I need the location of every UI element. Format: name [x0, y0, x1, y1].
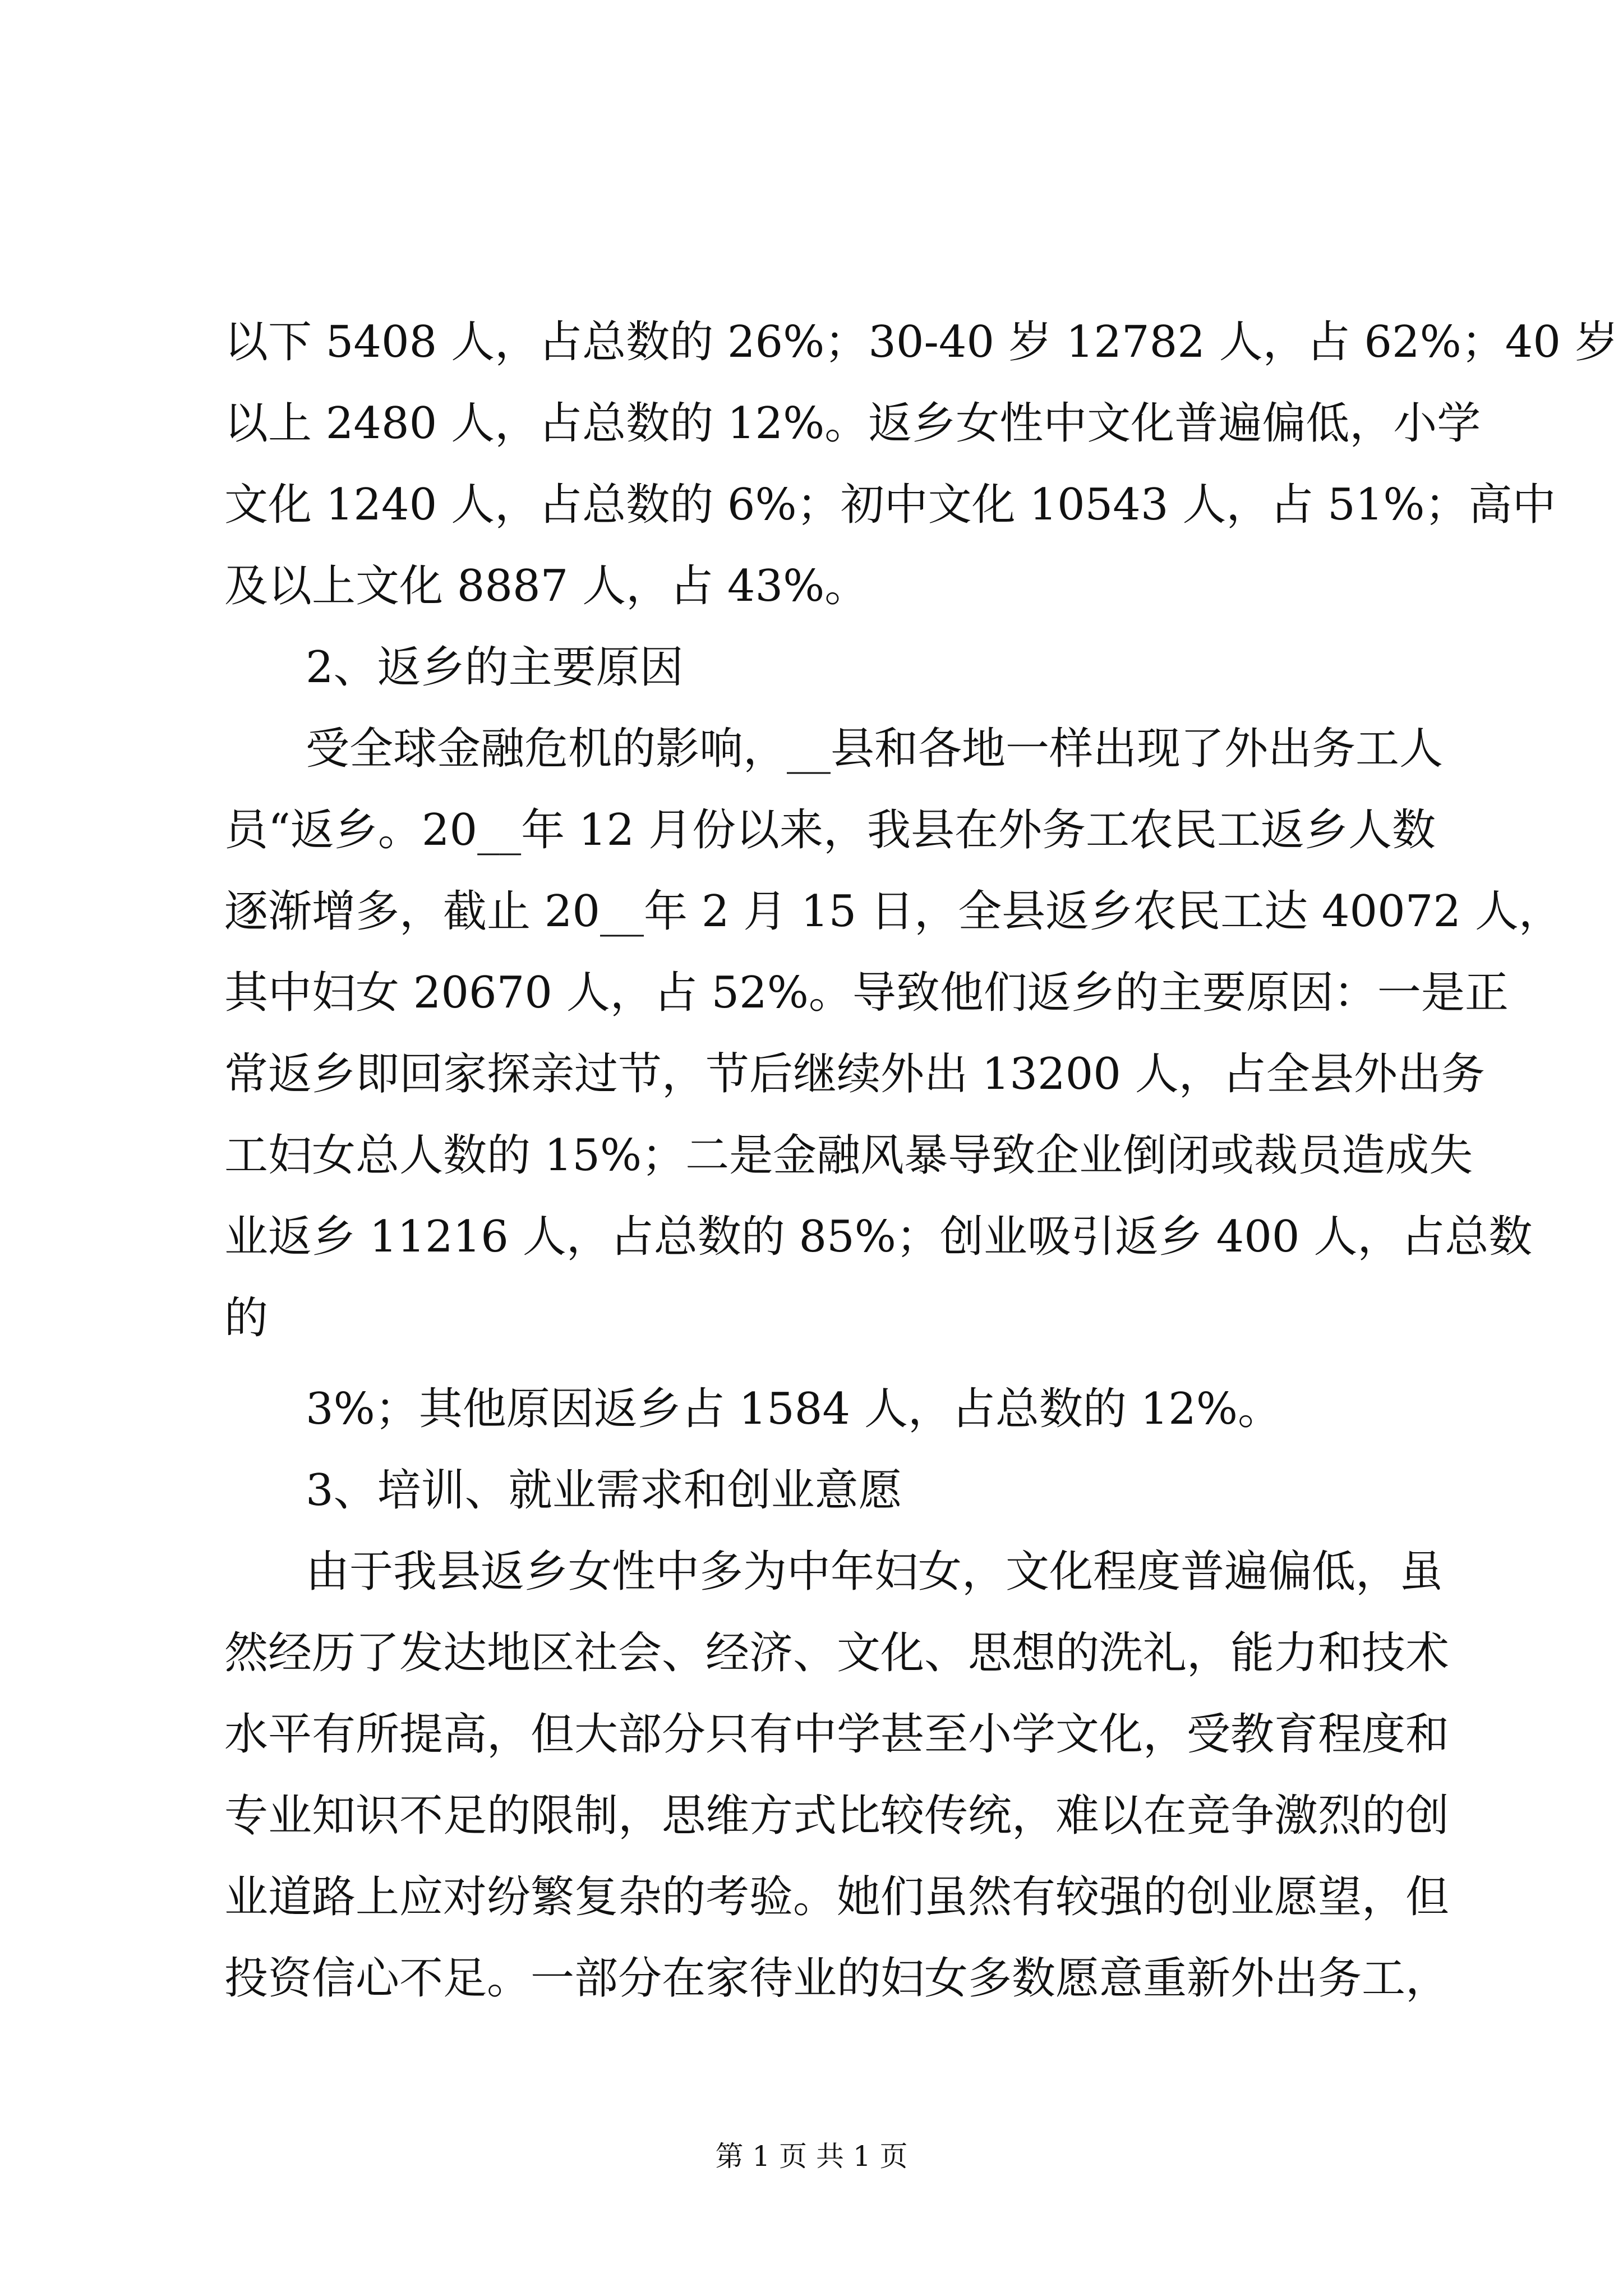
body-text-line: 受全球金融危机的影响，__县和各地一样出现了外出务工人	[306, 724, 1444, 774]
body-text-line: 业返乡 11216 人，占总数的 85%；创业吸引返乡 400 人，占总数	[224, 1212, 1533, 1262]
body-text-line: 专业知识不足的限制，思维方式比较传统，难以在竞争激烈的创	[224, 1791, 1450, 1841]
body-text-line: 由于我县返乡女性中多为中年妇女，文化程度普遍偏低，虽	[306, 1547, 1444, 1597]
body-text-line: 水平有所提高，但大部分只有中学甚至小学文化，受教育程度和	[224, 1709, 1450, 1760]
body-text-line: 常返乡即回家探亲过节，节后继续外出 13200 人，占全县外出务	[224, 1049, 1485, 1099]
body-text-line: 工妇女总人数的 15%；二是金融风暴导致企业倒闭或裁员造成失	[224, 1130, 1473, 1181]
body-text-line: 以下 5408 人，占总数的 26%；30-40 岁 12782 人，占 62%；40 岁	[224, 317, 1619, 367]
page-footer: 第 1 页 共 1 页	[715, 2140, 908, 2173]
section-heading-3: 3、培训、就业需求和创业意愿	[306, 1465, 902, 1516]
body-text-line: 以上 2480 人，占总数的 12%。返乡女性中文化普遍偏低，小学	[224, 398, 1481, 449]
body-text-line: 文化 1240 人，占总数的 6%；初中文化 10543 人，占 51%；高中	[224, 480, 1556, 530]
body-text-line: 3%；其他原因返乡占 1584 人，占总数的 12%。	[306, 1384, 1281, 1434]
body-text-line: 及以上文化 8887 人，占 43%。	[224, 561, 869, 611]
body-text-line: 其中妇女 20670 人，占 52%。导致他们返乡的主要原因：一是正	[224, 968, 1509, 1018]
section-heading-2: 2、返乡的主要原因	[306, 642, 684, 693]
body-text-line: 业道路上应对纷繁复杂的考验。她们虽然有较强的创业愿望，但	[224, 1872, 1450, 1922]
body-text-line: 员“返乡。20__年 12 月份以来，我县在外务工农民工返乡人数	[224, 805, 1436, 855]
body-text-line: 逐渐增多，截止 20__年 2 月 15 日，全县返乡农民工达 40072 人，	[224, 886, 1562, 937]
body-text-line: 然经历了发达地区社会、经济、文化、思想的洗礼，能力和技术	[224, 1628, 1450, 1678]
body-text-line: 的	[224, 1293, 269, 1343]
body-text-line: 投资信心不足。一部分在家待业的妇女多数愿意重新外出务工，	[224, 1953, 1450, 2004]
